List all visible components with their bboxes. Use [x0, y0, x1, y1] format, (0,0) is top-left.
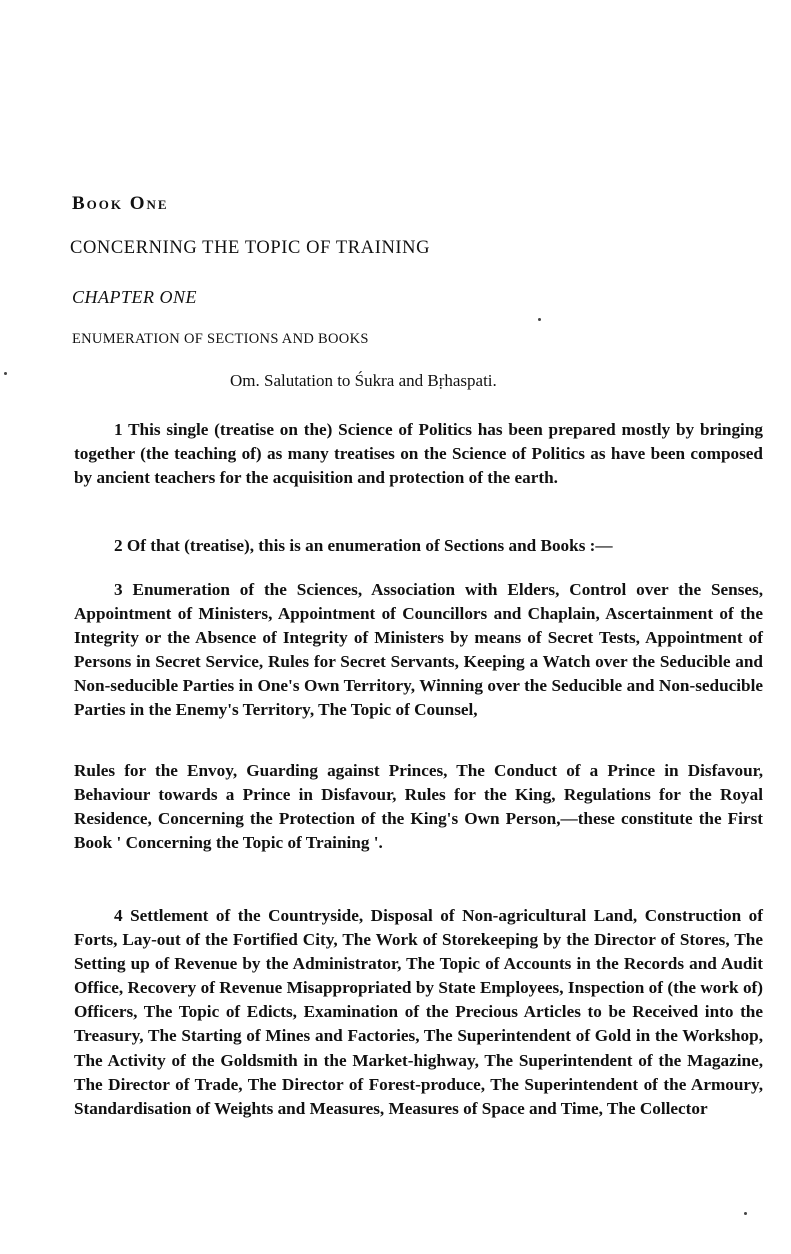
- paragraph-3-continued: Rules for the Envoy, Guarding against Princes, The Conduct of a Prince in Disfavour, Behaviour towards a Prince in Disfavour, Rules for the King, Regulations for the Royal Residence, Concerning the Protection of the King's Own Person,—these constitute the First Book ' Concerning the Topic of Training '.: [74, 761, 763, 853]
- book-title: CONCERNING THE TOPIC OF TRAINING: [70, 238, 431, 258]
- chapter-label: CHAPTER ONE: [72, 287, 197, 307]
- chapter-title: ENUMERATION OF SECTIONS AND BOOKS: [72, 331, 369, 347]
- scan-speck: [4, 372, 7, 375]
- invocation-line: Om. Salutation to Śukra and Bṛhaspati.: [230, 371, 497, 390]
- paragraph-4: 4 Settlement of the Countryside, Disposal of Non-agricultural Land, Construction of Forts, Lay-out of the Fortified City, The Work of Storekeeping by the Director of Stores, The Setting up of Revenue by the Administrator, The Topic of Accounts in the Records and Audit Office, Recovery of Revenue Misappropriated by State Employees, Inspection of (the work of) Officers, The Topic of Edicts, Examination of the Precious Articles to be Received into the Treasury, The Starting of Mines and Factories, The Superintendent of Gold in the Workshop, The Activity of the Goldsmith in the Market-highway, The Superintendent of the Magazine, The Director of Trade, The Director of Forest-produce, The Superintendent of the Armoury, Standardisation of Weights and Measures, Measures of Space and Time, The Collector: [74, 906, 763, 1118]
- book-label: Book One: [72, 193, 169, 214]
- scan-speck: [744, 1212, 747, 1215]
- paragraph-1: 1 This single (treatise on the) Science of Politics has been prepared mostly by bringing together (the teaching of) as many treatises on the Science of Politics as have been composed by ancient teachers for the acquisition and protection of the earth.: [74, 420, 763, 488]
- scan-speck: [538, 318, 541, 321]
- paragraph-2: 2 Of that (treatise), this is an enumeration of Sections and Books :—: [114, 536, 613, 555]
- paragraph-3: 3 Enumeration of the Sciences, Association with Elders, Control over the Senses, Appointment of Ministers, Appointment of Councillors and Chaplain, Ascertainment of the Integrity or the Absence of Integrity of Ministers by means of Secret Tests, Appointment of Persons in Secret Service, Rules for Secret Servants, Keeping a Watch over the Seducible and Non-seducible Parties in One's Own Territory, Winning over the Seducible and Non-seducible Parties in the Enemy's Territory, The Topic of Counsel,: [74, 580, 763, 720]
